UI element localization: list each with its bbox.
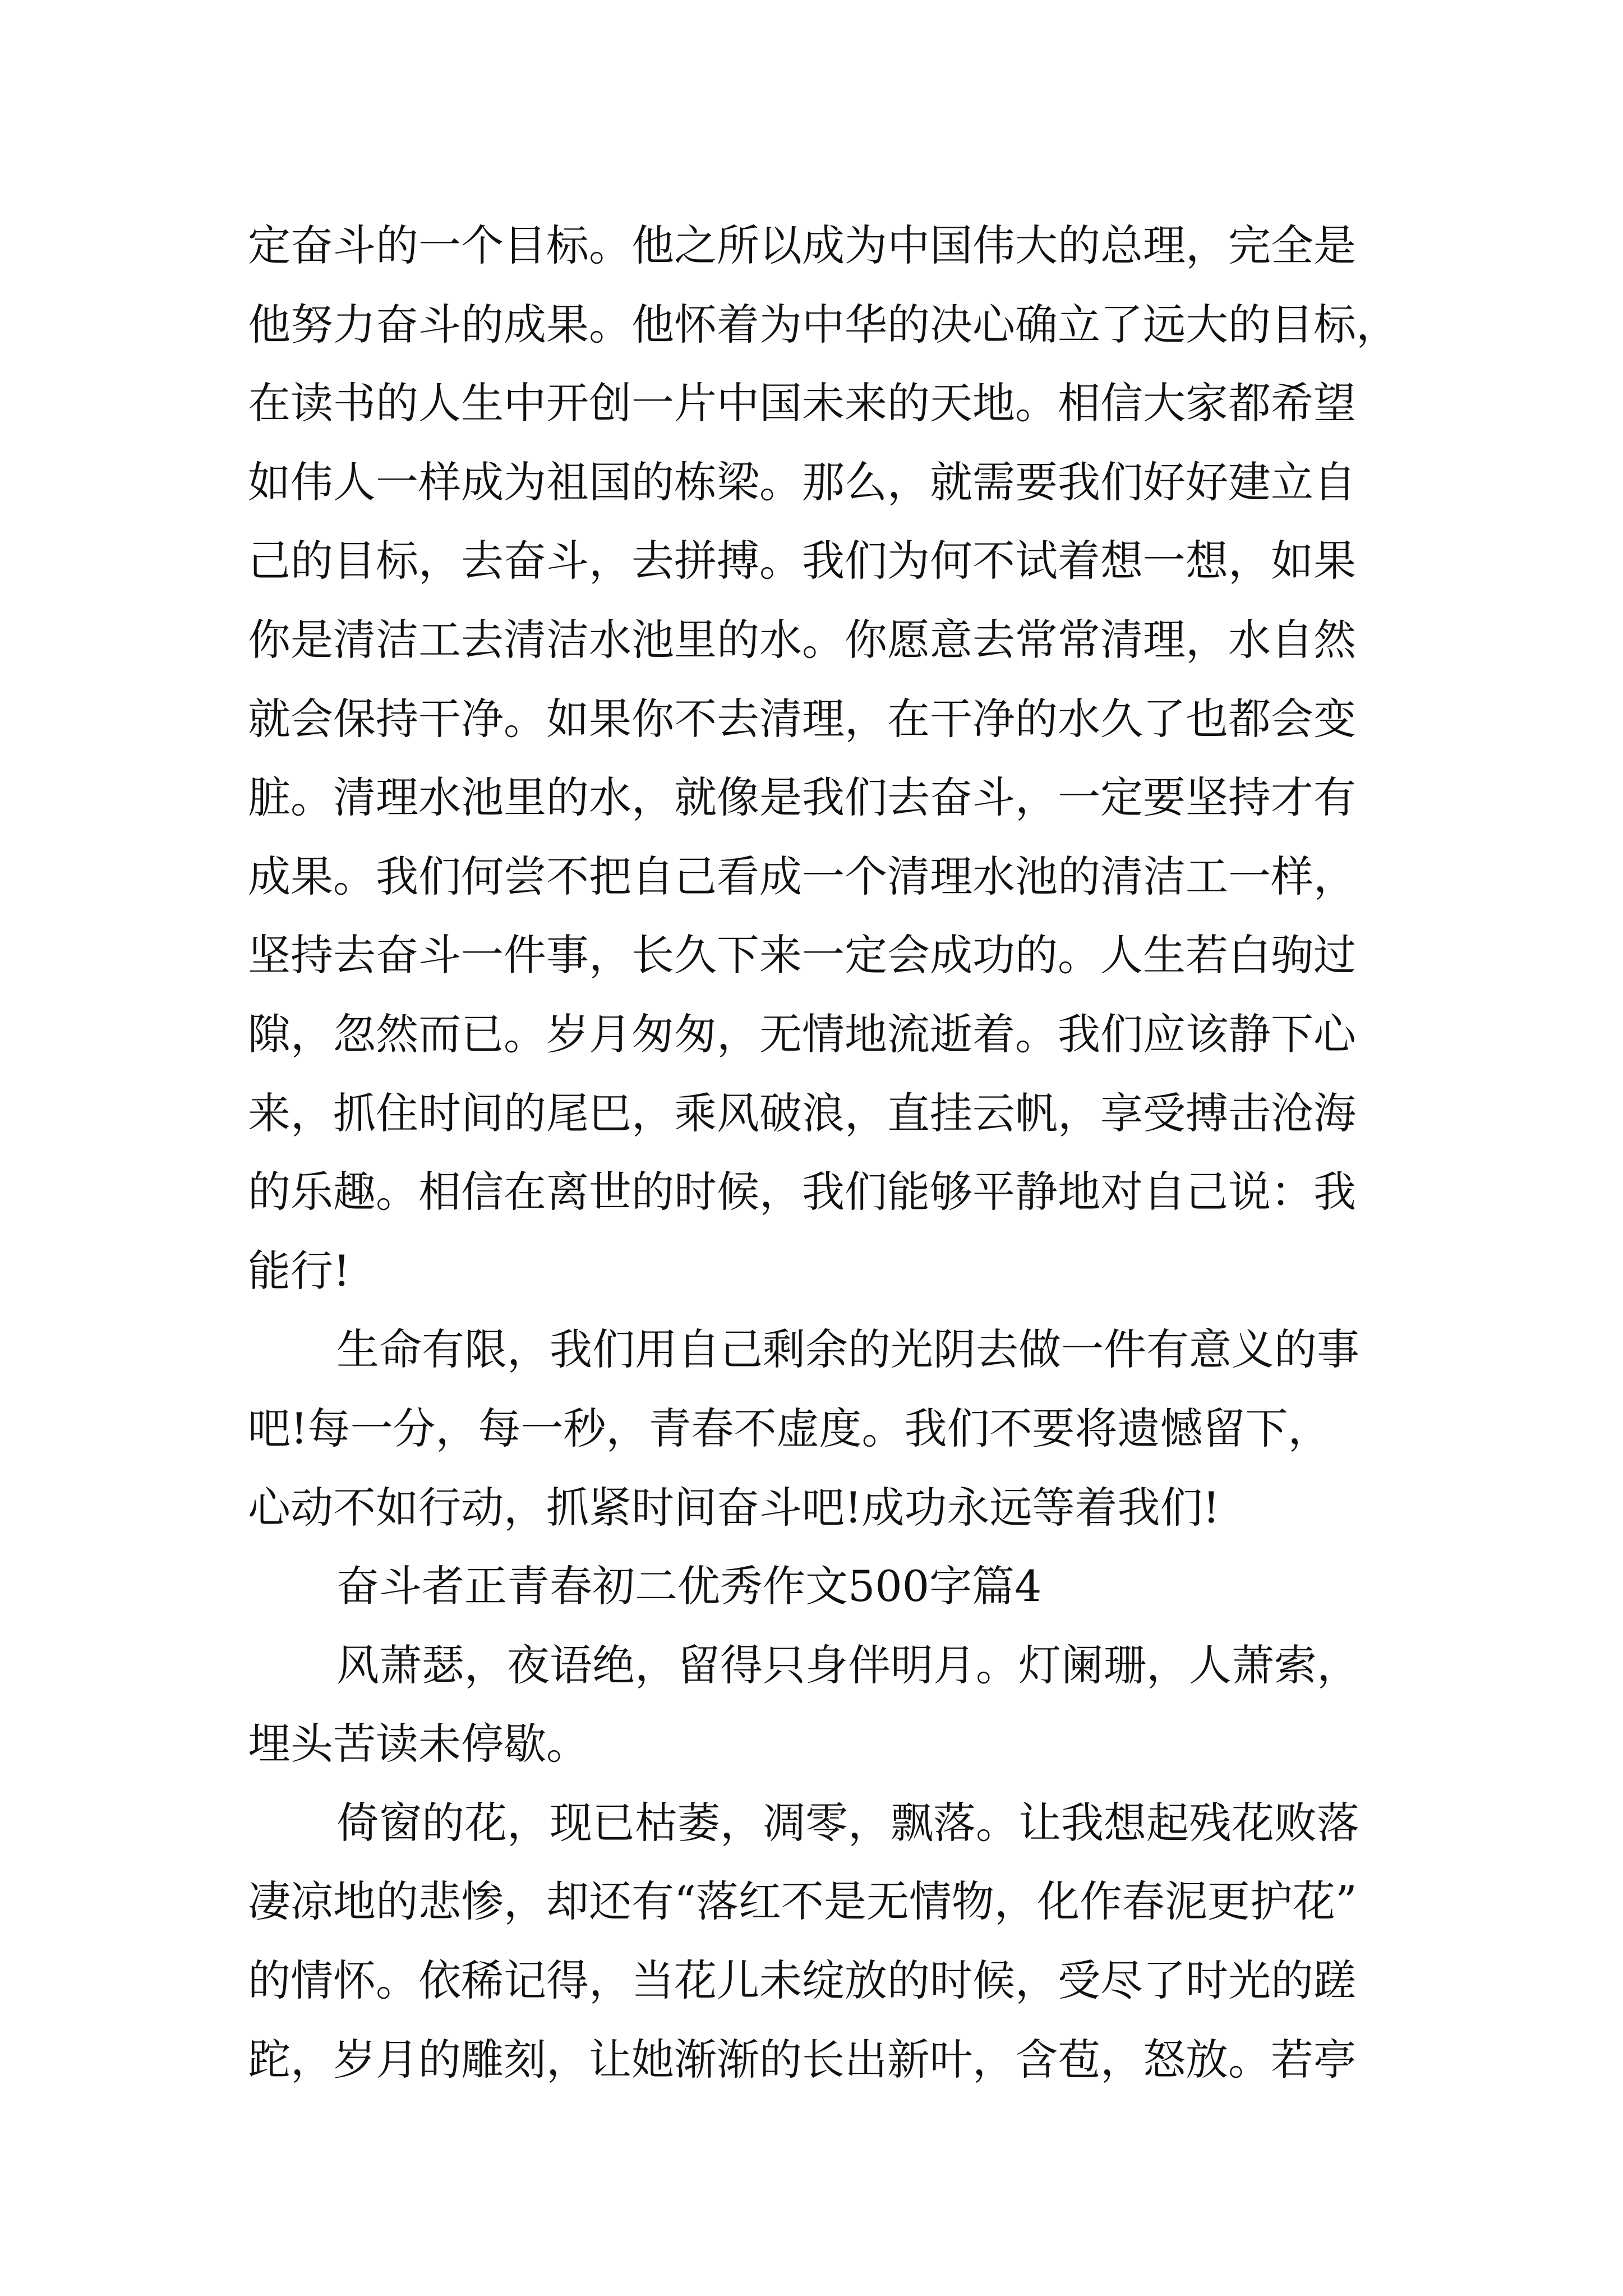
paragraph-start-line: 倚窗的花，现已枯萎，凋零，飘落。让我想起残花败落 [336,1797,1359,1848]
paragraph-start-line: 风萧瑟，夜语绝，留得只身伴明月。灯阑珊，人萧索， [336,1640,1359,1690]
text-line: 隙，忽然而已。岁月匆匆，无情地流逝着。我们应该静下心 [248,1009,1356,1059]
text-line: 的情怀。依稀记得，当花儿未绽放的时候，受尽了时光的蹉 [248,1955,1356,2006]
text-line: 坚持去奋斗一件事，长久下来一定会成功的。人生若白驹过 [248,930,1356,981]
section-heading: 奋斗者正青春初二优秀作文500字篇4 [336,1561,1042,1612]
text-line: 来，抓住时间的尾巴，乘风破浪，直挂云帆，享受搏击沧海 [248,1088,1356,1138]
text-line: 他努力奋斗的成果。他怀着为中华的决心确立了远大的目标， [248,299,1399,349]
text-line: 埋头苦读未停歇。 [248,1719,589,1769]
text-line: 如伟人一样成为祖国的栋梁。那么，就需要我们好好建立自 [248,457,1356,507]
text-line: 在读书的人生中开创一片中国未来的天地。相信大家都希望 [248,378,1356,429]
text-line: 心动不如行动，抓紧时间奋斗吧!成功永远等着我们! [248,1482,1220,1533]
text-line: 就会保持干净。如果你不去清理，在干净的水久了也都会变 [248,693,1356,744]
text-line: 吧!每一分，每一秒，青春不虚度。我们不要将遗憾留下， [248,1403,1331,1453]
text-line: 跎，岁月的雕刻，让她渐渐的长出新叶，含苞，怒放。若亭 [248,2034,1356,2085]
text-line: 的乐趣。相信在离世的时候，我们能够平静地对自己说：我 [248,1167,1356,1217]
body-text [248,206,1426,2099]
text-line: 脏。清理水池里的水，就像是我们去奋斗，一定要坚持才有 [248,772,1356,823]
text-line: 成果。我们何尝不把自己看成一个清理水池的清洁工一样， [248,851,1356,901]
paragraph-start-line: 生命有限，我们用自己剩余的光阴去做一件有意义的事 [336,1324,1359,1375]
text-line: 定奋斗的一个目标。他之所以成为中国伟大的总理，完全是 [248,220,1356,270]
text-line: 凄凉地的悲惨，却还有“落红不是无情物，化作春泥更护花” [248,1876,1357,1927]
text-line: 己的目标，去奋斗，去拼搏。我们为何不试着想一想，如果 [248,536,1356,586]
text-line: 你是清洁工去清洁水池里的水。你愿意去常常清理，水自然 [248,614,1356,665]
text-line: 能行! [248,1245,351,1296]
